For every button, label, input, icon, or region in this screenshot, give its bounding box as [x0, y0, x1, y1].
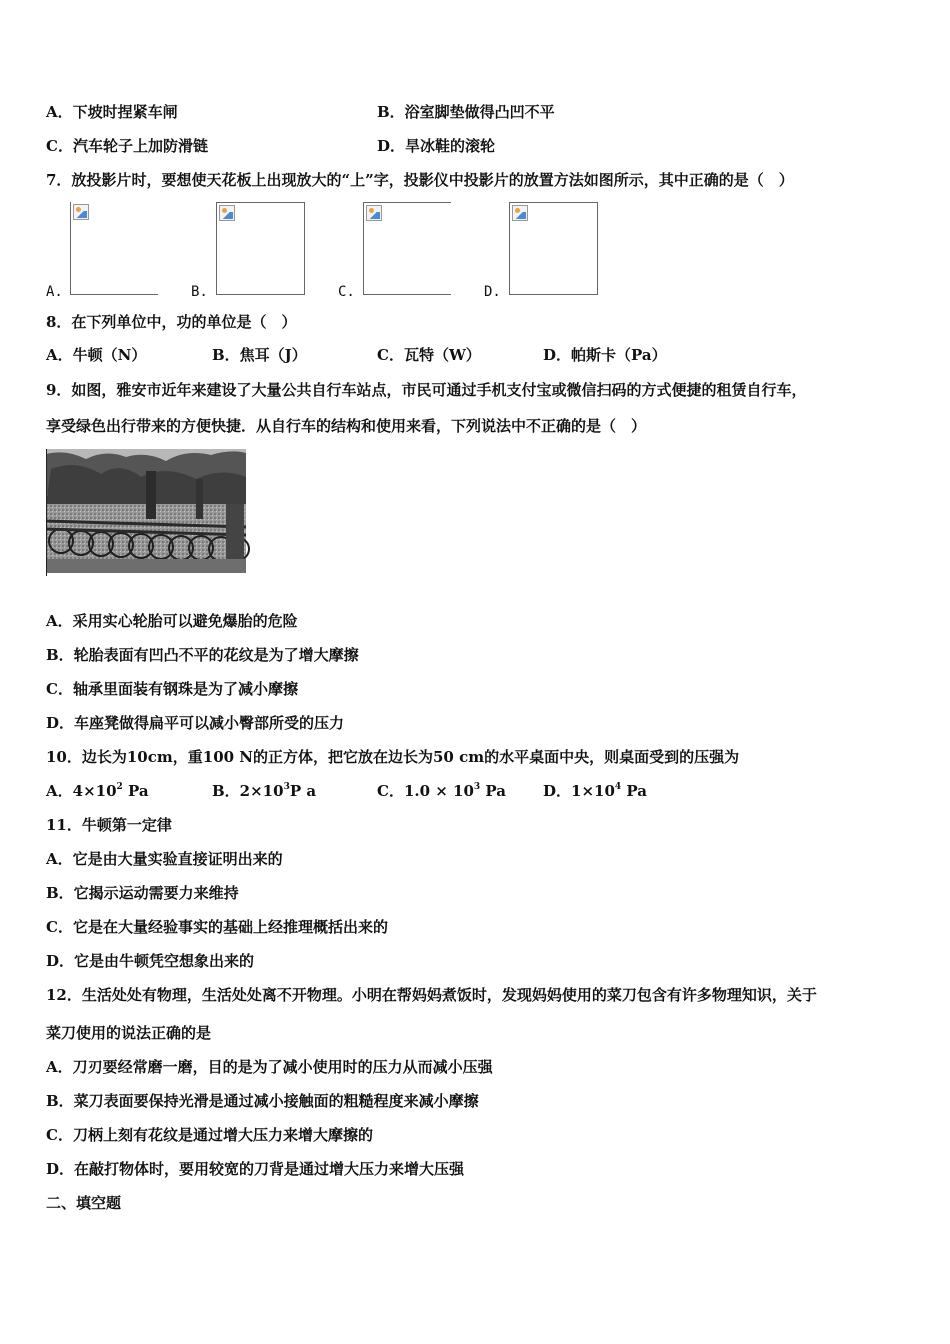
q8-option-a: A．牛顿（N）	[46, 346, 147, 364]
q10-option-c: C．$1.0 \times 10^3$ Pa	[377, 782, 507, 800]
q12-option-b: B．菜刀表面要保持光滑是通过减小接触面的粗糙程度来减小摩擦	[46, 1092, 479, 1110]
q6-option-d: D．旱冰鞋的滚轮	[377, 137, 496, 155]
q7-figure-label-b: B.	[191, 284, 208, 300]
q7-figure-label-c: C.	[338, 284, 355, 300]
q10-stem: 10．边长为10cm，重100 N的正方体，把它放在边长为50 cm的水平桌面中央，则桌面受到的压强为	[46, 748, 740, 766]
q11-option-d: D．它是由牛顿凭空想象出来的	[46, 952, 255, 970]
q7-figure-c	[363, 202, 451, 295]
q6-option-a: A．下坡时捏紧车闸	[46, 103, 178, 121]
broken-image-icon	[512, 205, 528, 221]
q10-option-b: B．$2\times 10^3P$ a	[212, 782, 317, 800]
q6-option-c: C．汽车轮子上加防滑链	[46, 137, 208, 155]
broken-image-icon	[73, 204, 89, 220]
q9-option-b: B．轮胎表面有凹凸不平的花纹是为了增大摩擦	[46, 646, 359, 664]
q9-stem-line1: 9．如图，雅安市近年来建设了大量公共自行车站点，市民可通过手机支付宝或微信扫码的方式便捷的租赁自行车，	[46, 381, 807, 399]
q7-stem: 7．放投影片时，要想使天花板上出现放大的“上”字，投影仪中投影片的放置方法如图所示，其中正确的是（ ）	[46, 171, 794, 189]
q12-option-a: A．刀刃要经常磨一磨，目的是为了减小使用时的压力从而减小压强	[46, 1058, 493, 1076]
q9-option-c: C．轴承里面装有钢珠是为了减小摩擦	[46, 680, 298, 698]
broken-image-icon	[366, 205, 382, 221]
q7-figure-label-a: A.	[46, 284, 63, 300]
q8-option-c: C．瓦特（W）	[377, 346, 481, 364]
q12-stem-line2: 菜刀使用的说法正确的是	[46, 1024, 212, 1042]
q8-option-d: D．帕斯卡（Pa）	[543, 346, 667, 364]
bicycle-station-photo	[46, 449, 264, 576]
q10-option-a: A．$4\times 10^2$ Pa	[46, 782, 149, 800]
q11-stem: 11．牛顿第一定律	[46, 816, 172, 834]
q12-option-c: C．刀柄上刻有花纹是通过增大压力来增大摩擦的	[46, 1126, 373, 1144]
q12-stem-line1: 12．生活处处有物理，生活处处离不开物理。小明在帮妈妈煮饭时，发现妈妈使用的菜刀包含有许多物理知识，关于	[46, 986, 817, 1004]
q10-option-d: D．$1\times 10^4$ Pa	[543, 782, 647, 800]
q8-stem: 8．在下列单位中，功的单位是（ ）	[46, 313, 297, 331]
section-title: 二、填空题	[46, 1194, 122, 1212]
q11-option-b: B．它揭示运动需要力来维持	[46, 884, 239, 902]
q7-figure-b	[216, 202, 305, 295]
q9-option-a: A．采用实心轮胎可以避免爆胎的危险	[46, 612, 298, 630]
q6-option-b: B．浴室脚垫做得凸凹不平	[377, 103, 555, 121]
q11-option-a: A．它是由大量实验直接证明出来的	[46, 850, 283, 868]
q7-figure-a	[70, 202, 158, 295]
q7-figure-label-d: D.	[484, 284, 501, 300]
q9-stem-line2: 享受绿色出行带来的方便快捷．从自行车的结构和使用来看，下列说法中不正确的是（ ）	[46, 417, 647, 435]
q12-option-d: D．在敲打物体时，要用较宽的刀背是通过增大压力来增大压强	[46, 1160, 465, 1178]
q11-option-c: C．它是在大量经验事实的基础上经推理概括出来的	[46, 918, 388, 936]
broken-image-icon	[219, 205, 235, 221]
q8-option-b: B．焦耳（J）	[212, 346, 307, 364]
q7-figure-d	[509, 202, 598, 295]
q9-option-d: D．车座凳做得扁平可以减小臀部所受的压力	[46, 714, 345, 732]
